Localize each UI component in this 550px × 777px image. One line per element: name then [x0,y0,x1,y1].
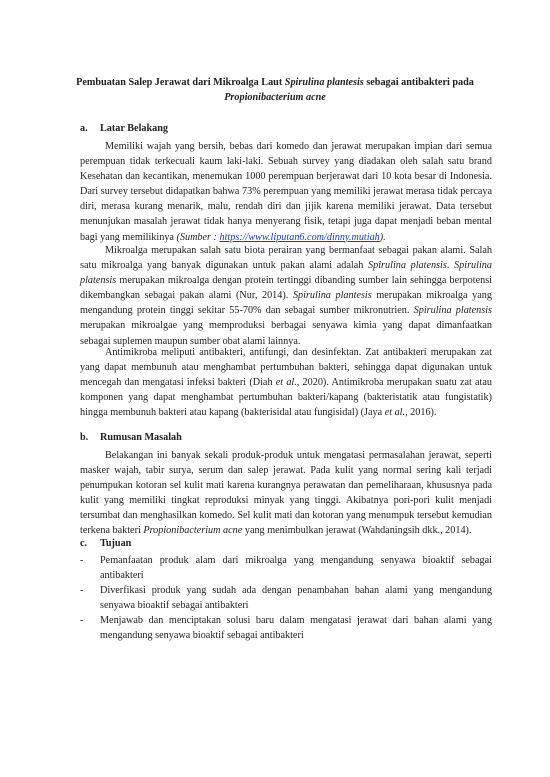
goal-item: - Pemanfaatan produk alam dari mikroalga yang mengandung senyawa bioaktif sebagai antibakteri [80,555,492,582]
title-bacteria: Propionibacterium acne [224,92,326,103]
goal-item: - Menjawab dan menciptakan solusi baru dalam mengatasi jerawat dari bahan alami yang mengandung senyawa bioaktif sebagai antibakteri [80,615,492,642]
goal-item: - Diverfikasi produk yang sudah ada dengan penambahan bahan alami yang mengandung senyawa bioaktif sebagai antibakteri [80,585,492,612]
paragraph-latar-1: Memiliki wajah yang bersih, bebas dari komedo dan jerawat merupakan impian dari semua perempuan tidak terkecuali kaum laki-laki. Sebuah survey yang diadakan oleh salah satu brand Kesehatan dan kecantikan, menemukan 1000 perempuan berjerawat dari 10 kota besar di Indonesia. Dari survey tersebut didapatkan bahwa 73% perempuan yang memiliki jerawat merasa tidak percaya diri, merasa kurang menarik, malu, rendah diri dan jijik karena memiliki jerawat. Data tersebut menunjukan masalah jerawat tidak hanya menyerang fisik, tetapi juga dapat menjadi beban mental bagi yang memilikinya (Sumber : https://www.liputan6.com/dinny.mutiah). [80,141,492,243]
goal-list [80,553,492,644]
source-link[interactable]: https://www.liputan6.com/dinny.mutiah [219,231,380,243]
section-a-heading: a. Latar Belakang [80,123,169,134]
section-b-heading: b. Rumusan Masalah [80,432,182,443]
paragraph-latar-3: Antimikroba meliputi antibakteri, antifungi, dan desinfektan. Zat antibakteri merupakan zat yang dapat membunuh atau menghambat pertumbuhan bakteri, sehingga dapat digunakan untuk mencegah dan mengatasi infeksi bakteri (Diah et al., 2020). Antimikroba merupakan suatu zat atau komponen yang dapat menghambat pertumbuhan bakteri/kapang (bakteristatik atau fungistatik) hingga membunuh bakteri atau kapang (bakterisidal atau fungisidal) (Jaya et al., 2016). [80,347,492,419]
document-title: Pembuatan Salep Jerawat dari Mikroalga Laut Spirulina plantesis sebagai antibakteri pada Propionibacterium acne [76,77,474,103]
paragraph-rumusan: Belakangan ini banyak sekali produk-produk untuk mengatasi permasalahan jerawat, seperti masker wajah, tabir surya, serum dan salep jerawat. Pada kulit yang normal sering kali terjadi penumpukan kotoran sel kulit mati karena kurangnya perawatan dan pemeliharaan, khususnya pada kulit yang memiliki tingkat reproduksi minyak yang tinggi. Akibatnya pori-pori kulit menjadi tersumbat dan menghasilkan komedo. Sel kulit mati dan kotoran yang menumpuk tersebut kemudian terkena bakteri Propionibacterium acne yang menimbulkan jerawat (Wahdaningsih dkk., 2014). [80,450,492,537]
paragraph-latar-2: Mikroalga merupakan salah satu biota perairan yang bermanfaat sebagai pakan alami. Salah satu mikroalga yang banyak digunakan untuk pakan alami adalah Spirulina platensis. Spirulina platensis merupakan mikroalga dengan protein tertinggi dibanding sumber lain sehingga berpotensi dikembangkan sebagai pakan alami (Nur, 2014). Spirulina plantesis merupakan mikroalga yang mengandung protein tinggi sekitar 55-70% dan sebagai sumber mikronutrien. Spirulina platensis merupakan mikroalgae yang memproduksi berbagai senyawa kimia yang dapat dimanfaatkan sebagai suplemen maupun sumber obat alami lainnya. [80,245,492,347]
section-c-heading: c. Tujuan [80,538,132,549]
title-species: Spirulina plantesis [284,77,364,88]
